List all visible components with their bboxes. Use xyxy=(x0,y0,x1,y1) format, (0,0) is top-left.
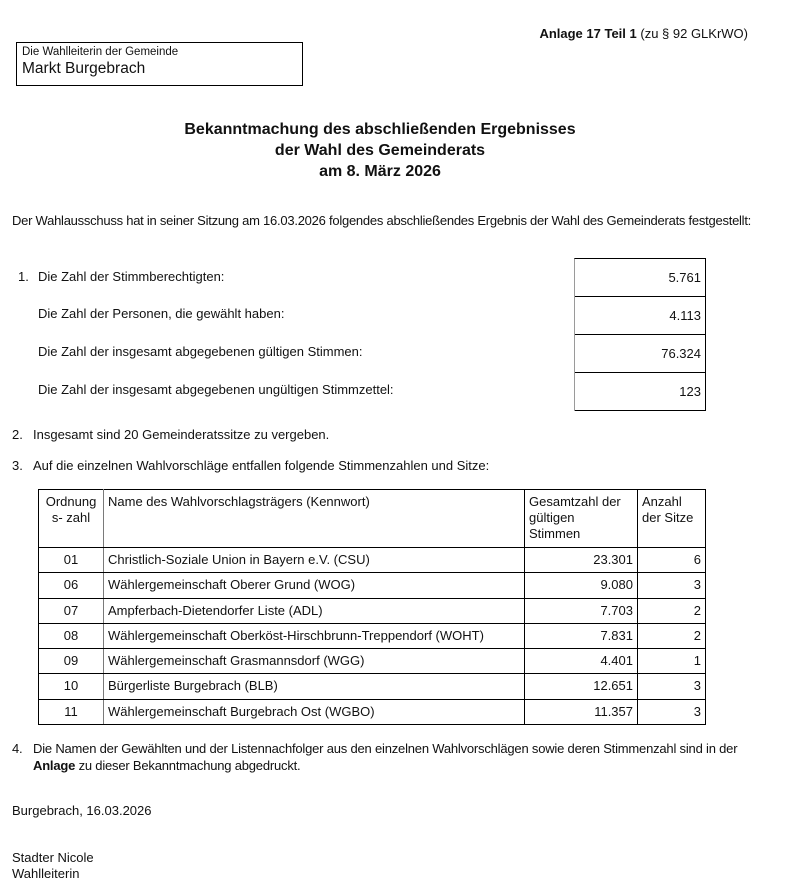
item-3 xyxy=(0,458,700,474)
row-votes: 7.703 xyxy=(525,598,638,623)
item-2-text: Insgesamt sind 20 Gemeinderatssitze zu vergeben. xyxy=(33,427,330,442)
title-line-1: Bekanntmachung des abschließenden Ergebnisses xyxy=(184,121,576,138)
item-4-annex-bold: Anlage xyxy=(33,758,76,773)
voters-label: Die Zahl der Personen, die gewählt haben: xyxy=(38,306,285,321)
invalid-ballots-label: Die Zahl der insgesamt abgegebenen ungültigen Stimmzettel: xyxy=(38,382,394,397)
annex-reference xyxy=(539,26,748,42)
eligible-voters-value: 5.761 xyxy=(575,259,705,297)
item-3-text: Auf die einzelnen Wahlvorschläge entfallen folgende Stimmenzahlen und Sitze: xyxy=(33,458,490,473)
item-1-row-2 xyxy=(0,306,560,322)
item-4-number: 4. xyxy=(12,741,23,756)
header-total-votes xyxy=(525,490,638,548)
table-row xyxy=(39,623,706,648)
header-seat-count-line-1: Anzahl xyxy=(642,494,682,509)
row-order-number: 07 xyxy=(39,598,104,623)
header-total-votes-line-1: Gesamtzahl der xyxy=(529,494,621,509)
place-and-date: Burgebrach, 16.03.2026 xyxy=(12,803,152,818)
table-row xyxy=(39,548,706,573)
row-proposal-name: Wählergemeinschaft Oberer Grund (WOG) xyxy=(104,573,525,598)
row-votes: 23.301 xyxy=(525,548,638,573)
item-1-number: 1. xyxy=(18,269,29,284)
row-proposal-name: Wählergemeinschaft Burgebrach Ost (WGBO) xyxy=(104,699,525,724)
row-seats: 3 xyxy=(638,699,706,724)
signer-role: Wahlleiterin xyxy=(12,866,80,881)
header-seat-count xyxy=(638,490,706,548)
header-order-number-line-2: s- zahl xyxy=(51,510,91,525)
row-order-number: 10 xyxy=(39,674,104,699)
valid-votes-value: 76.324 xyxy=(575,335,705,373)
row-proposal-name: Wählergemeinschaft Oberköst-Hirschbrunn-Treppendorf (WOHT) xyxy=(104,623,525,648)
row-seats: 3 xyxy=(638,573,706,598)
annex-number: Anlage 17 Teil 1 xyxy=(539,26,637,41)
row-proposal-name: Christlich-Soziale Union in Bayern e.V. (CSU) xyxy=(104,548,525,573)
row-order-number: 11 xyxy=(39,699,104,724)
item-4-text-end: zu dieser Bekanntmachung abgedruckt. xyxy=(75,758,301,773)
row-seats: 2 xyxy=(638,598,706,623)
voters-value: 4.113 xyxy=(575,297,705,335)
table-header-row xyxy=(39,490,706,548)
table-row xyxy=(39,699,706,724)
invalid-ballots-value: 123 xyxy=(575,373,705,411)
header-order-number xyxy=(39,490,104,548)
item-2 xyxy=(0,427,700,443)
document-title xyxy=(0,119,760,182)
row-votes: 4.401 xyxy=(525,649,638,674)
row-votes: 12.651 xyxy=(525,674,638,699)
row-order-number: 06 xyxy=(39,573,104,598)
title-line-3: am 8. März 2026 xyxy=(319,163,441,180)
eligible-voters-label: Die Zahl der Stimmberechtigten: xyxy=(38,269,225,284)
row-order-number: 09 xyxy=(39,649,104,674)
item-2-number: 2. xyxy=(12,427,23,442)
row-votes: 7.831 xyxy=(525,623,638,648)
row-proposal-name: Bürgerliste Burgebrach (BLB) xyxy=(104,674,525,699)
row-order-number: 08 xyxy=(39,623,104,648)
table-row xyxy=(39,674,706,699)
item-4-text xyxy=(33,740,773,774)
row-proposal-name: Wählergemeinschaft Grasmannsdorf (WGG) xyxy=(104,649,525,674)
signer-name: Stadter Nicole xyxy=(12,850,94,865)
sender-label: Die Wahlleiterin der Gemeinde xyxy=(22,46,179,58)
valid-votes-label: Die Zahl der insgesamt abgegebenen gültigen Stimmen: xyxy=(38,344,363,359)
results-table xyxy=(38,489,706,725)
municipality-name: Markt Burgebrach xyxy=(22,60,146,77)
item-1-row-1 xyxy=(0,269,560,285)
table-row xyxy=(39,598,706,623)
intro-paragraph: Der Wahlausschuss hat in seiner Sitzung am 16.03.2026 folgendes abschließendes Ergebnis der Wahl des Gemeinderats festgestellt: xyxy=(12,213,752,228)
row-seats: 3 xyxy=(638,674,706,699)
row-seats: 2 xyxy=(638,623,706,648)
header-total-votes-line-3: Stimmen xyxy=(529,526,581,541)
sender-box xyxy=(16,42,303,86)
row-votes: 9.080 xyxy=(525,573,638,598)
item-1-row-3 xyxy=(0,344,560,360)
header-total-votes-line-2: gültigen xyxy=(529,510,575,525)
item-1-values-box xyxy=(574,258,706,411)
header-seat-count-line-2: der Sitze xyxy=(642,510,694,525)
signature-block xyxy=(12,850,94,882)
row-proposal-name: Ampferbach-Dietendorfer Liste (ADL) xyxy=(104,598,525,623)
item-1-row-4 xyxy=(0,382,560,398)
row-seats: 1 xyxy=(638,649,706,674)
item-4-text-start: Die Namen der Gewählten und der Listennachfolger aus den einzelnen Wahlvorschlägen sowie deren Stimmenzahl sind in der xyxy=(33,741,738,756)
title-line-2: der Wahl des Gemeinderats xyxy=(274,142,486,159)
item-3-number: 3. xyxy=(12,458,23,473)
row-votes: 11.357 xyxy=(525,699,638,724)
table-row xyxy=(39,573,706,598)
row-seats: 6 xyxy=(638,548,706,573)
annex-legal-ref: (zu § 92 GLKrWO) xyxy=(640,26,748,41)
header-proposal-name: Name des Wahlvorschlagsträgers (Kennwort) xyxy=(104,490,525,548)
row-order-number: 01 xyxy=(39,548,104,573)
header-order-number-line-1: Ordnung xyxy=(45,494,97,509)
table-row xyxy=(39,649,706,674)
